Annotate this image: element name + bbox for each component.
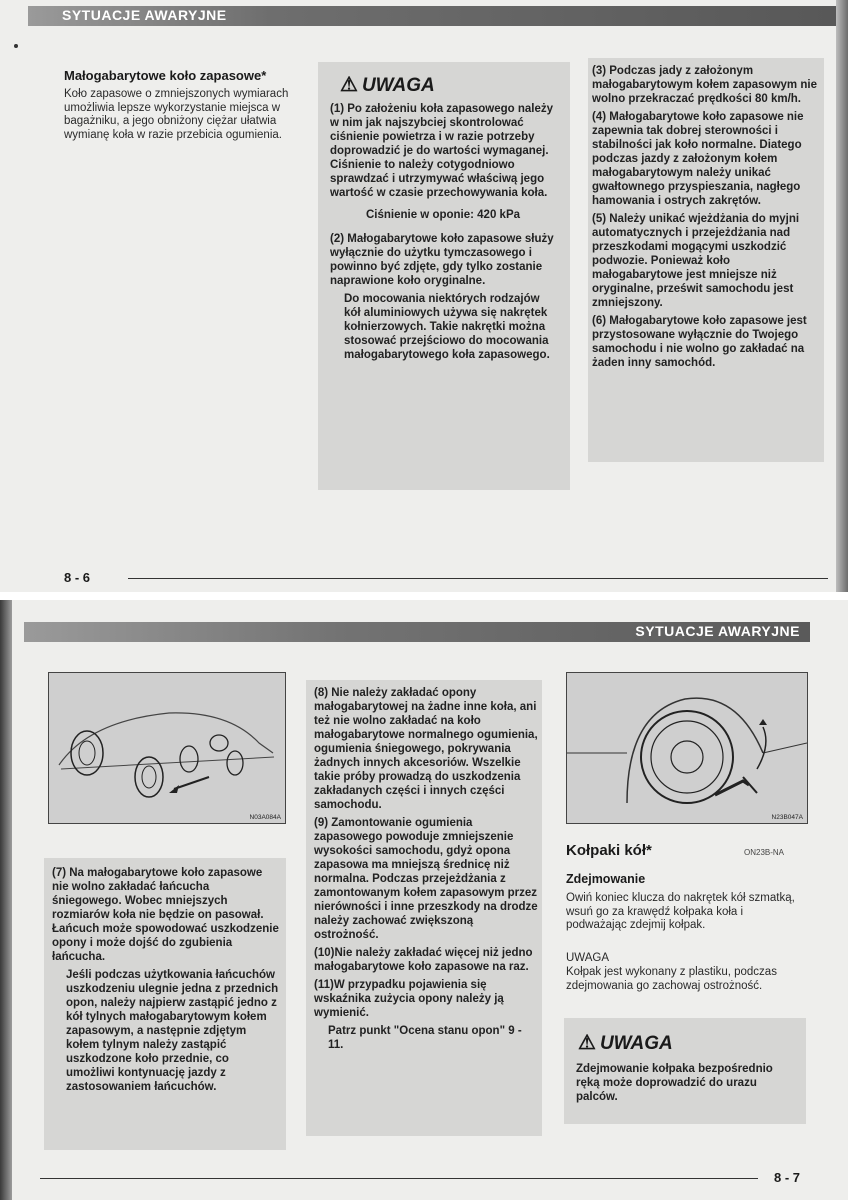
middle-column-body [314,686,538,1056]
warning-item-7-continued: Jeśli podczas użytkowania łańcuchów uszkodzeniu ulegnie jedna z przednich opon, należy najpierw zastąpić jedno z kół tylnych małogabarytowym kołem zapasowym, a następnie zdjętym kołem tylnym należy zastąpić uszkodzone koło przednie, co umożliwi kontynuację jazdy z zastosowaniem łańcuchów. [66,969,279,1093]
section-header-text: SYTUACJE AWARYJNE [62,7,227,23]
page-number: 8 - 6 [64,570,91,585]
page-number: 8 - 7 [774,1170,801,1185]
warning-box-continued [588,58,824,462]
warning-triangle-icon: ⚠ [578,1032,596,1054]
chain-warning-body [52,866,280,1098]
warning-item-11: (11)W przypadku pojawienia się wskaźnika zużycia opony należy ją wymienić. [314,979,504,1019]
section-header-text: SYTUACJE AWARYJNE [635,623,800,639]
spare-wheel-chain-warning [44,858,286,1150]
warning-triangle-icon: ⚠ [340,74,358,96]
wheel-hubcap-removal-illustration [566,672,808,824]
page-spine [836,0,848,592]
section-header-banner [28,6,836,26]
margin-dot [14,44,18,48]
warning-item-10: (10)Nie należy zakładać więcej niż jedno małogabarytowe koło zapasowe na raz. [314,947,533,973]
car-spare-wheel-illustration [48,672,286,824]
warning-para-2: (2) Małogabarytowe koło zapasowe służy wyłącznie do użytku tymczasowego i powinno być zdjęte, gdy tylko zostanie naprawione koło oryginalne. [330,233,554,287]
warning-item-5: (5) Należy unikać wjeżdżania do myjni automatycznych i przejeżdżania nad przeszkodami mogącymi uszkodzić podwozie. Ponieważ koło małogabarytowe jest mniejsze niż oryginalne, prześwit samochodu jest zmniejszony. [592,213,800,309]
removal-subtitle: Zdejmowanie [566,872,646,886]
warning-heading [578,1030,673,1055]
removal-instructions: Owiń koniec klucza do nakrętek kół szmatką, wsuń go za krawędź kołpaka koła i podważając zdejmij kołpak. [566,892,795,931]
page-8-6 [0,0,848,592]
page-8-7 [0,600,848,1200]
hubcaps-ref-code: ON23B-NA [744,848,785,857]
car-spare-wheel-drawing [49,673,285,823]
note-text: Kołpak jest wykonany z plastiku, podczas zdejmowania go zachowaj ostrożność. [566,966,777,992]
warning-heading-text: UWAGA [599,1033,673,1054]
section-header-banner [24,622,810,642]
warning-item-7: (7) Na małogabarytowe koło zapasowe nie wolno zakładać łańcucha śniegowego. Wobec mniejszych rozmiarów koła nie będzie on pasował. Łańcuch może spowodować uszkodzenie opony i może dojść do zgubienia łańcucha. [52,867,279,963]
footer-rule [40,1178,758,1179]
warning-heading-text: UWAGA [361,75,435,96]
warning-item-3: (3) Podczas jady z założonym małogabarytowym kołem zapasowym nie wolno przekraczać prędkości 80 km/h. [592,65,817,105]
spare-wheel-description: Koło zapasowe o zmniejszonych wymiarach umożliwia lepsze wykorzystanie miejsca w bagażniku, a jego obniżony ciężar ułatwia wymianę koła w razie przebicia ogumienia. [64,88,289,141]
warning-para-1: (1) Po założeniu koła zapasowego należy w nim jak najszybciej skontrolować ciśnienie powietrza i w razie potrzeby doprowadzić je do wartości wymaganej. Ciśnienie to należy cotygodniowo sprawdzać i utrzymywać właściwą jego wartość w czasie przechowywania koła. [330,103,554,199]
hubcaps-title: Kołpaki kół* [566,842,652,859]
warning-item-6: (6) Małogabarytowe koło zapasowe jest przystosowane wyłącznie do Twojego samochodu i nie wolno go zakładać na żaden inny samochód. [592,315,807,369]
warning-item-9: (9) Zamontowanie ogumienia zapasowego powoduje zmniejszenie wysokości samochodu, gdyż opona zapasowa ma mniejszą średnicę niż normalna. Podczas przejeżdżania z zamontowanym kołem zapasowym przez nierówności i inne przeszkody na drodze należy zachować zwiększoną ostrożność. [314,817,538,941]
warning-heading [340,72,435,97]
hubcap-warning-box [564,1018,806,1124]
illustration-code: N03A084A [249,814,281,821]
tyre-condition-reference: Patrz punkt "Ocena stanu opon" 9 - 11. [328,1025,522,1051]
spare-wheel-title: Małogabarytowe koło zapasowe* [64,68,267,83]
footer-rule [128,578,828,579]
hubcap-drawing [567,673,807,823]
warning-box [318,62,570,490]
warning-para-3: Do mocowania niektórych rodzajów kół aluminiowych używa się nakrętek kołnierzowych. Takie nakrętki można stosować przejściowo do mocowania małogabarytowego koła zapasowego. [344,293,550,361]
warning-item-8: (8) Nie należy zakładać opony małogabarytowej na żadne inne koła, ani też nie wolno zakładać na koło małogabarytowe normalnego ogumienia, ogumienia śniegowego, pokrywania żadnych innych akcesoriów. Wszelkie takie próby prowadzą do uszkodzenia zakładanych części i innych części samochodu. [314,687,538,811]
illustration-code: N23B047A [771,814,803,821]
note-title: UWAGA [566,952,610,964]
warning-right-column [592,64,818,374]
warning-body [330,102,556,366]
hubcap-warning-text: Zdejmowanie kołpaka bezpośrednio ręką może doprowadzić do urazu palców. [576,1063,773,1103]
warning-item-4: (4) Małogabarytowe koło zapasowe nie zapewnia tak dobrej sterowności i stabilności jak koło normalne. Diatego podczas jazdy z założonym kołem małogabarytowym należy unikać gwałtownego przyspieszania, nagłego hamowania i ostrych zakrętów. [592,111,804,207]
tyre-pressure-line: Ciśnienie w oponie: 420 kPa [365,209,521,221]
page-spine [0,600,12,1200]
warning-middle-column [306,680,542,1136]
